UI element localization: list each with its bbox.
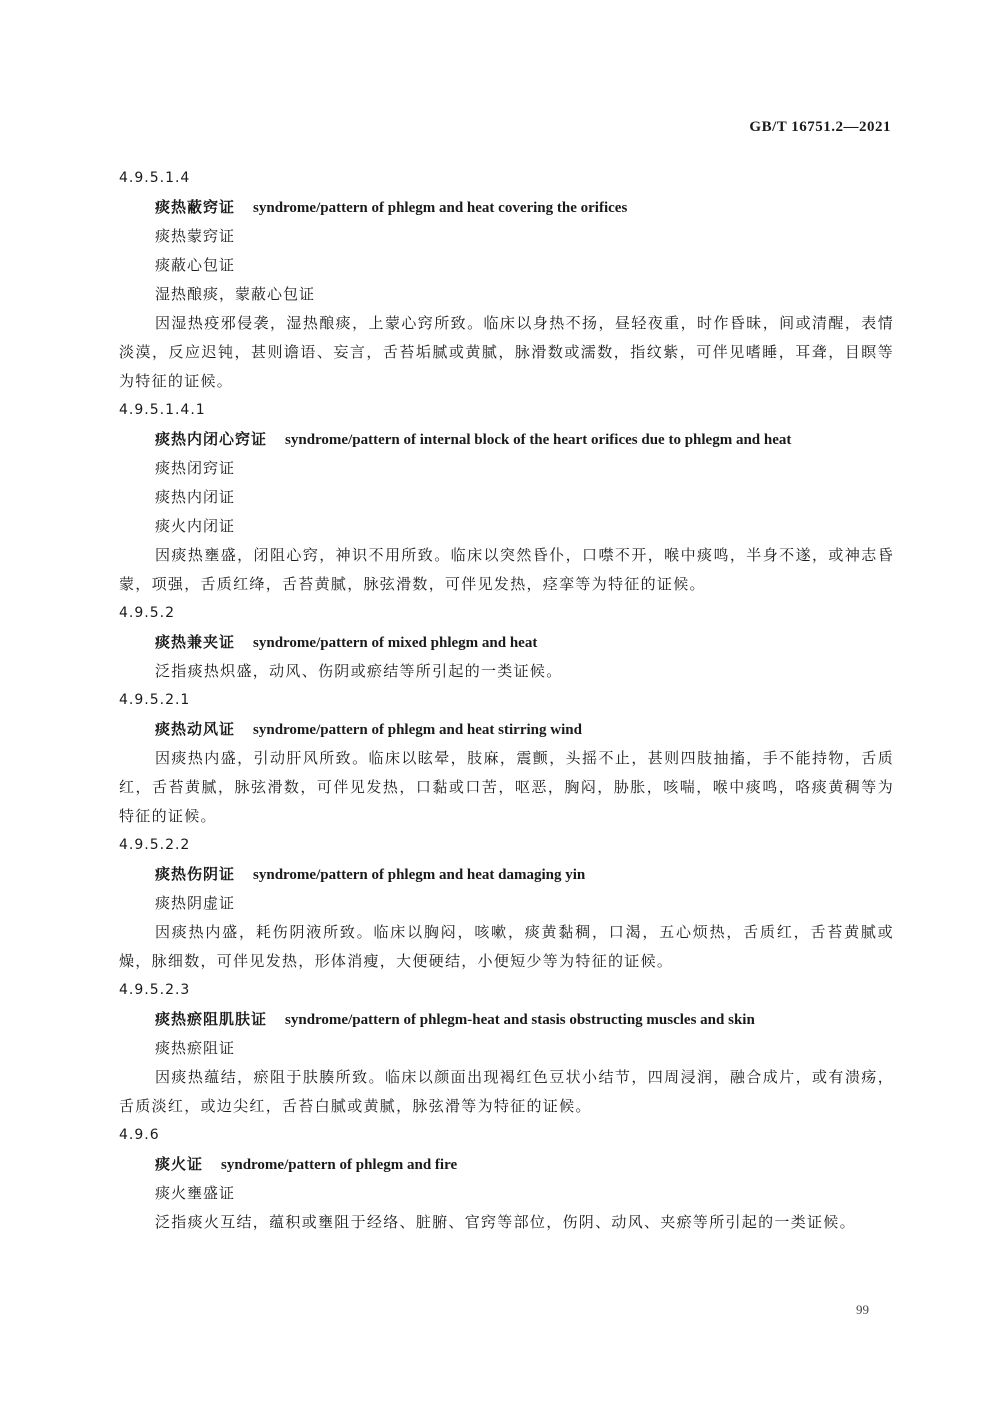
page-number: 99 [856,1302,869,1317]
entry [119,1121,894,1237]
entry-number: 4.9.5.2.2 [119,837,191,853]
entry-term [119,628,894,657]
term-english: syndrome/pattern of phlegm-heat and stasis obstructing muscles and skin [285,1012,755,1028]
term-english: syndrome/pattern of internal block of the heart orifices due to phlegm and heat [285,432,792,448]
entry [119,831,894,976]
term-chinese: 痰热瘀阻肌肤证 [155,1010,268,1028]
synonym: 湿热酿痰，蒙蔽心包证 [155,285,316,303]
synonym: 痰热内闭证 [155,488,236,506]
entry [119,396,894,599]
synonym: 痰蔽心包证 [155,256,236,274]
synonym: 痰热瘀阻证 [155,1039,236,1057]
term-english: syndrome/pattern of phlegm and heat covering the orifices [253,200,628,216]
term-chinese: 痰热伤阴证 [155,865,236,883]
entry-definition: 因痰热壅盛，闭阻心窍，神识不用所致。临床以突然昏仆，口噤不开，喉中痰鸣，半身不遂，或神志昏蒙，项强，舌质红绛，舌苔黄腻，脉弦滑数，可伴见发热，痉挛等为特征的证候。 [119,546,894,593]
entry-term [119,860,894,889]
standard-number: GB/T 16751.2—2021 [749,119,891,135]
entry-term [119,193,894,222]
entry [119,164,894,396]
synonym: 痰热阴虚证 [155,894,236,912]
entry-term [119,1005,894,1034]
entry-term [119,715,894,744]
entry-definition: 因痰热内盛，耗伤阴液所致。临床以胸闷，咳嗽，痰黄黏稠，口渴，五心烦热，舌质红，舌苔黄腻或燥，脉细数，可伴见发热，形体消瘦，大便硬结，小便短少等为特征的证候。 [119,923,894,970]
term-chinese: 痰热内闭心窍证 [155,430,268,448]
synonym: 痰热蒙窍证 [155,227,236,245]
entry-number: 4.9.6 [119,1127,160,1143]
entry [119,976,894,1121]
entry-term [119,425,894,454]
entry [119,686,894,831]
entry-term [119,1150,894,1179]
entry-number: 4.9.5.2.3 [119,982,191,998]
entry-number: 4.9.5.1.4 [119,170,191,186]
entry-definition: 泛指痰热炽盛，动风、伤阴或瘀结等所引起的一类证候。 [155,662,563,680]
entry-number: 4.9.5.2 [119,605,175,621]
entry-definition: 因痰热内盛，引动肝风所致。临床以眩晕，肢麻，震颤，头摇不止，甚则四肢抽搐，手不能持物，舌质红，舌苔黄腻，脉弦滑数，可伴见发热，口黏或口苦，呕恶，胸闷，胁胀，咳喘，喉中痰鸣，咯痰黄稠等为特征的证候。 [119,749,894,825]
entry-definition: 泛指痰火互结，蕴积或壅阻于经络、脏腑、官窍等部位，伤阴、动风、夹瘀等所引起的一类证候。 [155,1213,856,1231]
term-english: syndrome/pattern of phlegm and heat stirring wind [253,722,582,738]
synonym: 痰火内闭证 [155,517,236,535]
term-english: syndrome/pattern of phlegm and fire [221,1157,458,1173]
term-english: syndrome/pattern of mixed phlegm and heat [253,635,538,651]
entry [119,599,894,686]
term-chinese: 痰热蔽窍证 [155,198,236,216]
term-chinese: 痰热兼夹证 [155,633,236,651]
entry-definition: 因痰热蕴结，瘀阻于肤腠所致。临床以颜面出现褐红色豆状小结节，四周浸润，融合成片，或有溃疡，舌质淡红，或边尖红，舌苔白腻或黄腻，脉弦滑等为特征的证候。 [119,1068,894,1115]
term-english: syndrome/pattern of phlegm and heat damaging yin [253,867,586,883]
document-body [119,164,894,1237]
entry-definition: 因湿热疫邪侵袭，湿热酿痰，上蒙心窍所致。临床以身热不扬，昼轻夜重，时作昏昧，间或清醒，表情淡漠，反应迟钝，甚则谵语、妄言，舌苔垢腻或黄腻，脉滑数或濡数，指纹紫，可伴见嗜睡，耳聋，目瞑等为特征的证候。 [119,314,894,390]
synonym: 痰火壅盛证 [155,1184,236,1202]
synonym: 痰热闭窍证 [155,459,236,477]
term-chinese: 痰火证 [155,1155,204,1173]
entry-number: 4.9.5.2.1 [119,692,191,708]
term-chinese: 痰热动风证 [155,720,236,738]
entry-number: 4.9.5.1.4.1 [119,402,206,418]
